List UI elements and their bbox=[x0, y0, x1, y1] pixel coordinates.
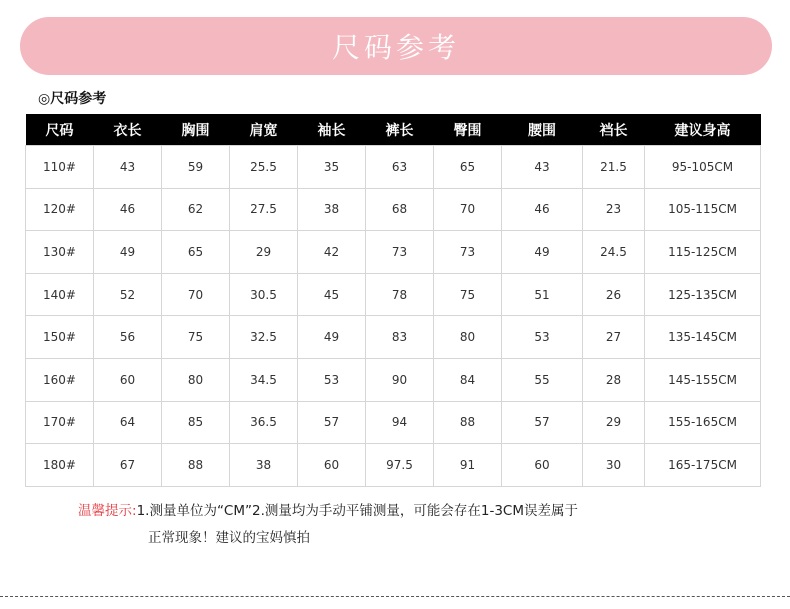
table-cell: 88 bbox=[162, 444, 230, 487]
table-cell: 30.5 bbox=[230, 273, 298, 316]
table-cell: 51 bbox=[502, 273, 583, 316]
table-cell: 49 bbox=[502, 231, 583, 274]
table-cell: 130# bbox=[26, 231, 94, 274]
table-cell: 73 bbox=[434, 231, 502, 274]
header-cell: 腰围 bbox=[502, 114, 583, 146]
table-cell: 150# bbox=[26, 316, 94, 359]
tip-line-2: 正常现象！建议的宝妈慎拍 bbox=[148, 530, 310, 546]
table-cell: 135-145CM bbox=[645, 316, 761, 359]
table-cell: 27.5 bbox=[230, 188, 298, 231]
table-cell: 110# bbox=[26, 146, 94, 189]
header-cell: 臀围 bbox=[434, 114, 502, 146]
table-cell: 26 bbox=[583, 273, 645, 316]
table-cell: 55 bbox=[502, 358, 583, 401]
table-cell: 56 bbox=[94, 316, 162, 359]
table-cell: 21.5 bbox=[583, 146, 645, 189]
table-cell: 155-165CM bbox=[645, 401, 761, 444]
table-cell: 73 bbox=[366, 231, 434, 274]
table-cell: 29 bbox=[230, 231, 298, 274]
table-row bbox=[26, 316, 761, 359]
table-cell: 64 bbox=[94, 401, 162, 444]
table-cell: 28 bbox=[583, 358, 645, 401]
header-cell: 建议身高 bbox=[645, 114, 761, 146]
table-cell: 53 bbox=[502, 316, 583, 359]
table-cell: 63 bbox=[366, 146, 434, 189]
table-cell: 68 bbox=[366, 188, 434, 231]
table-cell: 105-115CM bbox=[645, 188, 761, 231]
table-cell: 78 bbox=[366, 273, 434, 316]
table-cell: 49 bbox=[298, 316, 366, 359]
table-cell: 25.5 bbox=[230, 146, 298, 189]
table-cell: 29 bbox=[583, 401, 645, 444]
table-cell: 53 bbox=[298, 358, 366, 401]
table-header-row bbox=[26, 114, 761, 146]
table-cell: 80 bbox=[162, 358, 230, 401]
table-cell: 38 bbox=[230, 444, 298, 487]
table-cell: 115-125CM bbox=[645, 231, 761, 274]
table-cell: 32.5 bbox=[230, 316, 298, 359]
table-cell: 95-105CM bbox=[645, 146, 761, 189]
banner-title: 尺码参考 bbox=[331, 31, 460, 64]
table-cell: 43 bbox=[502, 146, 583, 189]
table-cell: 70 bbox=[162, 273, 230, 316]
table-row bbox=[26, 146, 761, 189]
table-cell: 49 bbox=[94, 231, 162, 274]
header-cell: 胸围 bbox=[162, 114, 230, 146]
table-cell: 125-135CM bbox=[645, 273, 761, 316]
table-cell: 120# bbox=[26, 188, 94, 231]
table-cell: 24.5 bbox=[583, 231, 645, 274]
table-cell: 35 bbox=[298, 146, 366, 189]
table-cell: 170# bbox=[26, 401, 94, 444]
header-cell: 袖长 bbox=[298, 114, 366, 146]
dashed-divider bbox=[0, 596, 790, 597]
table-row bbox=[26, 273, 761, 316]
table-cell: 65 bbox=[162, 231, 230, 274]
table-cell: 38 bbox=[298, 188, 366, 231]
size-tip bbox=[78, 498, 768, 552]
table-cell: 75 bbox=[434, 273, 502, 316]
header-cell: 尺码 bbox=[26, 114, 94, 146]
table-cell: 60 bbox=[502, 444, 583, 487]
table-cell: 43 bbox=[94, 146, 162, 189]
header-cell: 衣长 bbox=[94, 114, 162, 146]
table-cell: 70 bbox=[434, 188, 502, 231]
table-cell: 97.5 bbox=[366, 444, 434, 487]
table-cell: 91 bbox=[434, 444, 502, 487]
header-cell: 裆长 bbox=[583, 114, 645, 146]
table-cell: 52 bbox=[94, 273, 162, 316]
title-banner bbox=[20, 17, 772, 75]
table-row bbox=[26, 188, 761, 231]
table-cell: 57 bbox=[298, 401, 366, 444]
table-cell: 46 bbox=[502, 188, 583, 231]
table-cell: 34.5 bbox=[230, 358, 298, 401]
table-row bbox=[26, 444, 761, 487]
size-table bbox=[25, 114, 761, 487]
table-cell: 62 bbox=[162, 188, 230, 231]
table-cell: 60 bbox=[298, 444, 366, 487]
table-cell: 42 bbox=[298, 231, 366, 274]
table-row bbox=[26, 401, 761, 444]
table-cell: 160# bbox=[26, 358, 94, 401]
table-cell: 80 bbox=[434, 316, 502, 359]
tip-line-1: 1.测量单位为“CM”2.测量均为手动平铺测量，可能会存在1-3CM误差属于 bbox=[136, 503, 579, 519]
table-cell: 145-155CM bbox=[645, 358, 761, 401]
table-cell: 90 bbox=[366, 358, 434, 401]
table-cell: 60 bbox=[94, 358, 162, 401]
table-cell: 180# bbox=[26, 444, 94, 487]
table-row bbox=[26, 231, 761, 274]
table-cell: 65 bbox=[434, 146, 502, 189]
section-subtitle: ◎尺码参考 bbox=[38, 91, 107, 107]
table-cell: 27 bbox=[583, 316, 645, 359]
table-cell: 59 bbox=[162, 146, 230, 189]
table-cell: 45 bbox=[298, 273, 366, 316]
table-cell: 88 bbox=[434, 401, 502, 444]
header-cell: 肩宽 bbox=[230, 114, 298, 146]
header-cell: 裤长 bbox=[366, 114, 434, 146]
table-cell: 46 bbox=[94, 188, 162, 231]
table-cell: 75 bbox=[162, 316, 230, 359]
table-cell: 140# bbox=[26, 273, 94, 316]
table-cell: 36.5 bbox=[230, 401, 298, 444]
table-cell: 84 bbox=[434, 358, 502, 401]
table-cell: 165-175CM bbox=[645, 444, 761, 487]
table-cell: 67 bbox=[94, 444, 162, 487]
table-cell: 94 bbox=[366, 401, 434, 444]
table-row bbox=[26, 358, 761, 401]
tip-label: 温馨提示: bbox=[78, 503, 137, 519]
table-cell: 57 bbox=[502, 401, 583, 444]
table-cell: 23 bbox=[583, 188, 645, 231]
table-cell: 83 bbox=[366, 316, 434, 359]
table-cell: 85 bbox=[162, 401, 230, 444]
table-cell: 30 bbox=[583, 444, 645, 487]
